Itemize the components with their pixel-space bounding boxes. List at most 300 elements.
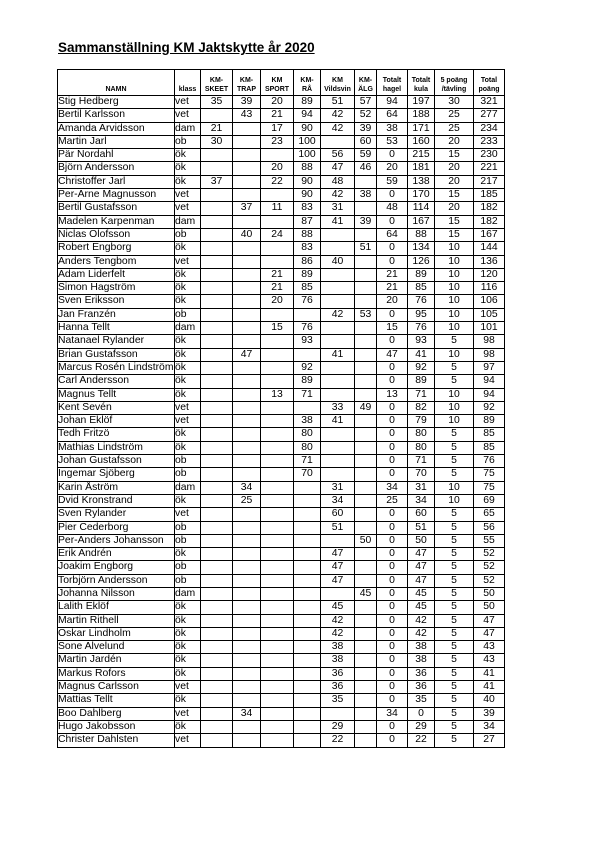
cell-vildsvin <box>321 335 355 348</box>
cell-skeet <box>201 109 233 122</box>
table-row <box>58 601 505 614</box>
cell-skeet <box>201 627 233 640</box>
cell-trap <box>233 614 261 627</box>
cell-namn: Torbjörn Andersson <box>58 574 175 587</box>
cell-hagel: 0 <box>377 548 408 561</box>
cell-ra: 94 <box>294 109 321 122</box>
cell-poang: 234 <box>474 122 505 135</box>
cell-hagel: 0 <box>377 255 408 268</box>
cell-poang: 65 <box>474 508 505 521</box>
cell-ra <box>294 574 321 587</box>
cell-tavling: 10 <box>435 348 474 361</box>
cell-skeet <box>201 481 233 494</box>
cell-tavling: 20 <box>435 202 474 215</box>
cell-sport <box>261 481 294 494</box>
cell-sport <box>261 654 294 667</box>
table-row <box>58 189 505 202</box>
cell-alg <box>355 322 377 335</box>
cell-skeet <box>201 587 233 600</box>
cell-namn: Magnus Tellt <box>58 388 175 401</box>
cell-skeet <box>201 720 233 733</box>
cell-kula: 22 <box>408 734 435 747</box>
cell-vildsvin <box>321 428 355 441</box>
cell-vildsvin: 36 <box>321 681 355 694</box>
cell-namn: Mattias Tellt <box>58 694 175 707</box>
header-row <box>58 70 505 96</box>
cell-namn: Mathias Lindström <box>58 441 175 454</box>
cell-trap <box>233 561 261 574</box>
cell-klass: dam <box>175 122 201 135</box>
cell-tavling: 5 <box>435 534 474 547</box>
table-body <box>58 96 505 748</box>
cell-ra <box>294 348 321 361</box>
cell-klass: ök <box>175 348 201 361</box>
cell-alg <box>355 574 377 587</box>
cell-sport <box>261 627 294 640</box>
cell-hagel: 0 <box>377 335 408 348</box>
cell-tavling: 5 <box>435 667 474 680</box>
cell-alg: 52 <box>355 109 377 122</box>
cell-tavling: 20 <box>435 175 474 188</box>
cell-vildsvin <box>321 468 355 481</box>
cell-skeet <box>201 282 233 295</box>
cell-hagel: 64 <box>377 228 408 241</box>
cell-kula: 138 <box>408 175 435 188</box>
cell-sport <box>261 375 294 388</box>
table-row <box>58 681 505 694</box>
cell-hagel: 0 <box>377 375 408 388</box>
cell-hagel: 0 <box>377 189 408 202</box>
cell-poang: 101 <box>474 322 505 335</box>
cell-poang: 89 <box>474 415 505 428</box>
cell-skeet <box>201 508 233 521</box>
cell-alg <box>355 335 377 348</box>
cell-hagel: 0 <box>377 508 408 521</box>
cell-tavling: 5 <box>435 574 474 587</box>
cell-trap <box>233 135 261 148</box>
cell-alg <box>355 707 377 720</box>
cell-ra: 90 <box>294 175 321 188</box>
cell-namn: Hanna Tellt <box>58 322 175 335</box>
cell-alg: 57 <box>355 96 377 109</box>
cell-tavling: 5 <box>435 720 474 733</box>
column-header-alg: KM- ÄLG <box>355 70 377 96</box>
cell-vildsvin: 47 <box>321 162 355 175</box>
cell-ra: 70 <box>294 468 321 481</box>
cell-skeet: 21 <box>201 122 233 135</box>
cell-tavling: 5 <box>435 375 474 388</box>
cell-alg: 50 <box>355 534 377 547</box>
cell-ra: 92 <box>294 361 321 374</box>
cell-hagel: 48 <box>377 202 408 215</box>
cell-tavling: 5 <box>435 681 474 694</box>
cell-tavling: 25 <box>435 122 474 135</box>
cell-sport <box>261 667 294 680</box>
column-header-poang: Total poäng <box>474 70 505 96</box>
cell-hagel: 0 <box>377 455 408 468</box>
cell-alg: 46 <box>355 162 377 175</box>
cell-vildsvin: 31 <box>321 202 355 215</box>
cell-kula: 71 <box>408 388 435 401</box>
cell-vildsvin <box>321 242 355 255</box>
cell-skeet <box>201 641 233 654</box>
cell-hagel: 59 <box>377 175 408 188</box>
table-row <box>58 494 505 507</box>
cell-ra: 89 <box>294 375 321 388</box>
cell-vildsvin <box>321 534 355 547</box>
cell-sport: 22 <box>261 175 294 188</box>
cell-poang: 144 <box>474 242 505 255</box>
cell-tavling: 10 <box>435 481 474 494</box>
cell-sport: 24 <box>261 228 294 241</box>
cell-skeet <box>201 654 233 667</box>
cell-vildsvin: 60 <box>321 508 355 521</box>
cell-kula: 89 <box>408 375 435 388</box>
cell-trap <box>233 548 261 561</box>
table-row <box>58 667 505 680</box>
cell-klass: ob <box>175 561 201 574</box>
cell-alg <box>355 481 377 494</box>
cell-klass: ob <box>175 135 201 148</box>
table-row <box>58 388 505 401</box>
cell-poang: 47 <box>474 614 505 627</box>
cell-vildsvin: 51 <box>321 96 355 109</box>
cell-skeet <box>201 388 233 401</box>
cell-vildsvin: 42 <box>321 109 355 122</box>
cell-klass: ök <box>175 667 201 680</box>
cell-klass: ök <box>175 175 201 188</box>
cell-tavling: 10 <box>435 388 474 401</box>
cell-ra: 100 <box>294 149 321 162</box>
table-row <box>58 268 505 281</box>
cell-poang: 277 <box>474 109 505 122</box>
cell-vildsvin: 47 <box>321 574 355 587</box>
cell-klass: vet <box>175 681 201 694</box>
cell-trap <box>233 189 261 202</box>
cell-klass: ök <box>175 335 201 348</box>
cell-kula: 89 <box>408 268 435 281</box>
cell-kula: 0 <box>408 707 435 720</box>
cell-skeet <box>201 202 233 215</box>
cell-sport <box>261 534 294 547</box>
cell-vildsvin: 42 <box>321 189 355 202</box>
cell-ra: 89 <box>294 268 321 281</box>
cell-sport: 15 <box>261 322 294 335</box>
cell-hagel: 0 <box>377 654 408 667</box>
cell-ra <box>294 707 321 720</box>
cell-vildsvin: 40 <box>321 255 355 268</box>
cell-trap <box>233 255 261 268</box>
cell-vildsvin: 38 <box>321 641 355 654</box>
cell-kula: 47 <box>408 574 435 587</box>
cell-kula: 170 <box>408 189 435 202</box>
cell-alg <box>355 415 377 428</box>
cell-trap <box>233 654 261 667</box>
cell-namn: Brian Gustafsson <box>58 348 175 361</box>
cell-namn: Johanna Nilsson <box>58 587 175 600</box>
cell-sport <box>261 189 294 202</box>
cell-ra: 93 <box>294 335 321 348</box>
cell-klass: vet <box>175 189 201 202</box>
cell-namn: Karin Åström <box>58 481 175 494</box>
cell-trap <box>233 242 261 255</box>
cell-trap <box>233 521 261 534</box>
cell-namn: Stig Hedberg <box>58 96 175 109</box>
cell-skeet <box>201 667 233 680</box>
cell-namn: Oskar Lindholm <box>58 627 175 640</box>
table-row <box>58 641 505 654</box>
cell-kula: 45 <box>408 587 435 600</box>
cell-skeet <box>201 734 233 747</box>
cell-namn: Per-Anders Johansson <box>58 534 175 547</box>
cell-trap <box>233 734 261 747</box>
cell-alg <box>355 694 377 707</box>
cell-ra <box>294 508 321 521</box>
table-row <box>58 508 505 521</box>
cell-alg <box>355 468 377 481</box>
cell-kula: 79 <box>408 415 435 428</box>
cell-poang: 167 <box>474 228 505 241</box>
cell-poang: 85 <box>474 441 505 454</box>
cell-namn: Johan Eklöf <box>58 415 175 428</box>
cell-vildsvin: 41 <box>321 415 355 428</box>
cell-poang: 217 <box>474 175 505 188</box>
cell-ra <box>294 308 321 321</box>
cell-namn: Markus Rofors <box>58 667 175 680</box>
cell-hagel: 34 <box>377 707 408 720</box>
table-row <box>58 295 505 308</box>
cell-kula: 80 <box>408 428 435 441</box>
cell-kula: 126 <box>408 255 435 268</box>
cell-klass: ök <box>175 641 201 654</box>
table-row <box>58 481 505 494</box>
table-row <box>58 282 505 295</box>
cell-alg <box>355 282 377 295</box>
cell-trap <box>233 388 261 401</box>
cell-poang: 92 <box>474 401 505 414</box>
cell-kula: 95 <box>408 308 435 321</box>
cell-sport <box>261 707 294 720</box>
cell-trap <box>233 122 261 135</box>
cell-alg: 53 <box>355 308 377 321</box>
cell-kula: 82 <box>408 401 435 414</box>
cell-sport: 21 <box>261 268 294 281</box>
cell-vildsvin: 29 <box>321 720 355 733</box>
cell-skeet <box>201 228 233 241</box>
table-row <box>58 627 505 640</box>
cell-kula: 31 <box>408 481 435 494</box>
cell-trap <box>233 641 261 654</box>
cell-tavling: 5 <box>435 734 474 747</box>
column-header-ra: KM- RÅ <box>294 70 321 96</box>
column-header-klass: klass <box>175 70 201 96</box>
cell-namn: Natanael Rylander <box>58 335 175 348</box>
cell-sport <box>261 574 294 587</box>
cell-sport: 21 <box>261 282 294 295</box>
results-table <box>57 69 505 748</box>
table-row <box>58 96 505 109</box>
table-row <box>58 202 505 215</box>
cell-skeet <box>201 707 233 720</box>
cell-klass: vet <box>175 707 201 720</box>
cell-namn: Johan Gustafsson <box>58 455 175 468</box>
cell-skeet <box>201 574 233 587</box>
cell-vildsvin: 33 <box>321 401 355 414</box>
cell-ra <box>294 534 321 547</box>
cell-alg <box>355 175 377 188</box>
cell-poang: 55 <box>474 534 505 547</box>
cell-sport <box>261 494 294 507</box>
cell-poang: 47 <box>474 627 505 640</box>
cell-ra <box>294 641 321 654</box>
cell-alg <box>355 641 377 654</box>
cell-kula: 38 <box>408 654 435 667</box>
cell-alg: 49 <box>355 401 377 414</box>
cell-trap <box>233 361 261 374</box>
cell-namn: Jan Franzén <box>58 308 175 321</box>
cell-namn: Tedh Fritzö <box>58 428 175 441</box>
cell-trap <box>233 534 261 547</box>
cell-tavling: 10 <box>435 295 474 308</box>
cell-hagel: 0 <box>377 428 408 441</box>
cell-vildsvin: 42 <box>321 122 355 135</box>
cell-poang: 41 <box>474 667 505 680</box>
cell-tavling: 5 <box>435 654 474 667</box>
cell-ra: 87 <box>294 215 321 228</box>
cell-hagel: 0 <box>377 667 408 680</box>
cell-ra: 89 <box>294 96 321 109</box>
cell-klass: ob <box>175 521 201 534</box>
cell-trap <box>233 401 261 414</box>
cell-kula: 45 <box>408 601 435 614</box>
table-row <box>58 175 505 188</box>
cell-kula: 215 <box>408 149 435 162</box>
cell-namn: Marcus Rosén Lindström <box>58 361 174 373</box>
cell-skeet <box>201 468 233 481</box>
cell-hagel: 38 <box>377 122 408 135</box>
cell-klass: ob <box>175 574 201 587</box>
cell-sport <box>261 335 294 348</box>
cell-poang: 120 <box>474 268 505 281</box>
cell-trap <box>233 415 261 428</box>
cell-namn: Pier Cederborg <box>58 521 175 534</box>
cell-kula: 134 <box>408 242 435 255</box>
cell-ra <box>294 627 321 640</box>
cell-kula: 34 <box>408 494 435 507</box>
table-row <box>58 162 505 175</box>
cell-kula: 93 <box>408 335 435 348</box>
cell-kula: 71 <box>408 455 435 468</box>
cell-vildsvin <box>321 282 355 295</box>
cell-hagel: 21 <box>377 282 408 295</box>
cell-tavling: 5 <box>435 468 474 481</box>
cell-trap <box>233 574 261 587</box>
cell-klass: ök <box>175 361 201 374</box>
cell-alg <box>355 720 377 733</box>
cell-tavling: 15 <box>435 215 474 228</box>
cell-tavling: 15 <box>435 228 474 241</box>
cell-ra: 80 <box>294 428 321 441</box>
cell-klass: dam <box>175 215 201 228</box>
cell-sport <box>261 441 294 454</box>
cell-ra: 76 <box>294 322 321 335</box>
cell-ra: 71 <box>294 388 321 401</box>
cell-klass: ök <box>175 375 201 388</box>
cell-klass: vet <box>175 109 201 122</box>
table-row <box>58 574 505 587</box>
cell-skeet <box>201 215 233 228</box>
cell-hagel: 0 <box>377 734 408 747</box>
cell-skeet <box>201 189 233 202</box>
cell-kula: 38 <box>408 641 435 654</box>
cell-vildsvin <box>321 388 355 401</box>
cell-klass: vet <box>175 508 201 521</box>
cell-tavling: 5 <box>435 548 474 561</box>
cell-skeet <box>201 694 233 707</box>
cell-tavling: 5 <box>435 441 474 454</box>
cell-trap: 34 <box>233 707 261 720</box>
table-row <box>58 548 505 561</box>
cell-trap <box>233 441 261 454</box>
cell-poang: 69 <box>474 494 505 507</box>
cell-namn: Christer Dahlsten <box>58 734 175 747</box>
cell-alg <box>355 734 377 747</box>
cell-sport <box>261 468 294 481</box>
cell-klass: ök <box>175 162 201 175</box>
cell-tavling: 10 <box>435 282 474 295</box>
cell-sport <box>261 720 294 733</box>
cell-alg <box>355 361 377 374</box>
cell-skeet <box>201 561 233 574</box>
cell-ra <box>294 601 321 614</box>
cell-skeet: 35 <box>201 96 233 109</box>
cell-poang: 182 <box>474 202 505 215</box>
cell-alg <box>355 455 377 468</box>
cell-namn: Carl Andersson <box>58 375 175 388</box>
table-row <box>58 109 505 122</box>
cell-sport <box>261 348 294 361</box>
cell-poang: 34 <box>474 720 505 733</box>
cell-kula: 29 <box>408 720 435 733</box>
cell-vildsvin: 48 <box>321 175 355 188</box>
cell-poang: 43 <box>474 654 505 667</box>
cell-tavling: 5 <box>435 561 474 574</box>
cell-kula: 47 <box>408 548 435 561</box>
table-row <box>58 468 505 481</box>
cell-ra: 83 <box>294 242 321 255</box>
cell-trap <box>233 268 261 281</box>
cell-trap <box>233 428 261 441</box>
cell-namn: Madelen Karpenman <box>58 215 175 228</box>
cell-tavling: 30 <box>435 96 474 109</box>
cell-sport <box>261 428 294 441</box>
cell-vildsvin <box>321 295 355 308</box>
cell-kula: 51 <box>408 521 435 534</box>
cell-vildsvin: 42 <box>321 627 355 640</box>
table-row <box>58 521 505 534</box>
cell-poang: 52 <box>474 574 505 587</box>
cell-namn: Sven Rylander <box>58 508 175 521</box>
cell-skeet <box>201 601 233 614</box>
cell-poang: 85 <box>474 428 505 441</box>
cell-trap <box>233 335 261 348</box>
cell-poang: 98 <box>474 335 505 348</box>
cell-skeet <box>201 681 233 694</box>
cell-vildsvin <box>321 228 355 241</box>
cell-klass: ök <box>175 268 201 281</box>
cell-vildsvin <box>321 322 355 335</box>
table-row <box>58 707 505 720</box>
